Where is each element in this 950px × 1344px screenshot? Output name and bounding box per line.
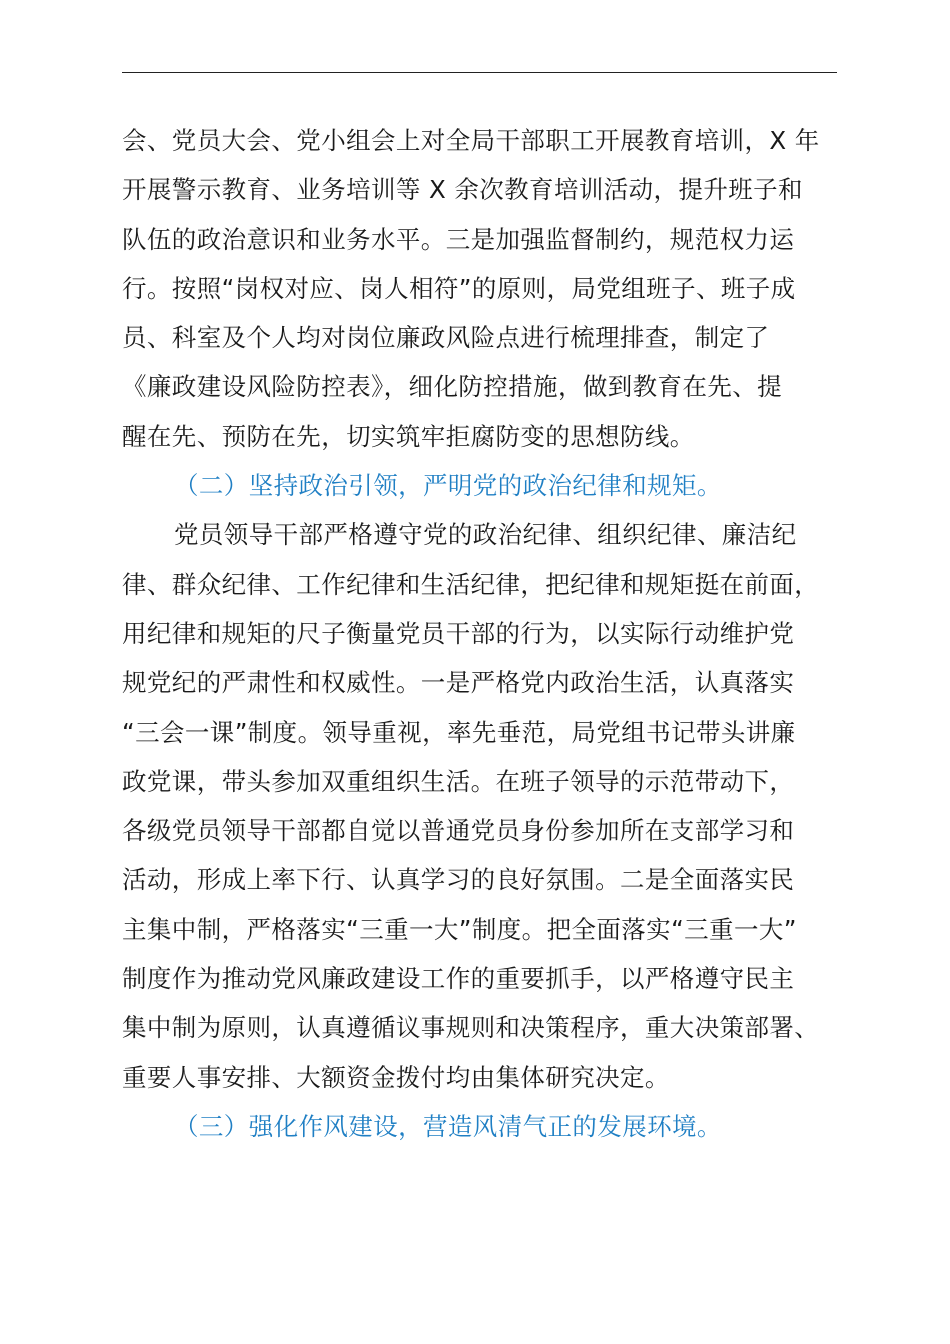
paragraph-line: 用纪律和规矩的尺子衡量党员干部的行为，以实际行动维护党 xyxy=(122,618,795,648)
paragraph-line: 员、科室及个人均对岗位廉政风险点进行梳理排查，制定了 xyxy=(122,323,770,353)
paragraph-line: 开展警示教育、业务培训等 X 余次教育培训活动，提升班子和 xyxy=(122,175,803,205)
paragraph-line: 政党课，带头参加双重组织生活。在班子领导的示范带动下， xyxy=(122,766,795,796)
paragraph-line: 主集中制，严格落实“三重一大”制度。把全面落实“三重一大” xyxy=(122,914,797,944)
paragraph-line: 集中制为原则，认真遵循议事规则和决策程序，重大决策部署、 xyxy=(122,1013,820,1043)
paragraph-line: 队伍的政治意识和业务水平。三是加强监督制约，规范权力运 xyxy=(122,224,795,254)
paragraph-line: 党员领导干部严格遵守党的政治纪律、组织纪律、廉洁纪 xyxy=(174,520,797,550)
section-heading-2: （二）坚持政治引领，严明党的政治纪律和规矩。 xyxy=(174,471,722,501)
paragraph-line: 规党纪的严肃性和权威性。一是严格党内政治生活，认真落实 xyxy=(122,668,795,698)
paragraph-line: 活动，形成上率下行、认真学习的良好氛围。二是全面落实民 xyxy=(122,865,795,895)
document-body xyxy=(122,116,862,1151)
paragraph-line: 制度作为推动党风廉政建设工作的重要抓手，以严格遵守民主 xyxy=(122,964,795,994)
header-rule xyxy=(122,72,837,73)
paragraph-line: 律、群众纪律、工作纪律和生活纪律，把纪律和规矩挺在前面， xyxy=(122,569,820,599)
paragraph-line: 重要人事安排、大额资金拨付均由集体研究决定。 xyxy=(122,1062,670,1092)
paragraph-line: 各级党员领导干部都自觉以普通党员身份参加所在支部学习和 xyxy=(122,816,795,846)
paragraph-line: 行。按照“岗权对应、岗人相符”的原则，局党组班子、班子成 xyxy=(122,273,796,303)
paragraph-line: 醒在先、预防在先，切实筑牢拒腐防变的思想防线。 xyxy=(122,421,695,451)
paragraph-line: “三会一课”制度。领导重视，率先垂范，局党组书记带头讲廉 xyxy=(122,717,796,747)
paragraph-line: 会、党员大会、党小组会上对全局干部职工开展教育培训，X 年 xyxy=(122,126,820,155)
paragraph-line: 《廉政建设风险防控表》，细化防控措施，做到教育在先、提 xyxy=(122,372,783,402)
section-heading-3: （三）强化作风建设，营造风清气正的发展环境。 xyxy=(174,1111,722,1141)
